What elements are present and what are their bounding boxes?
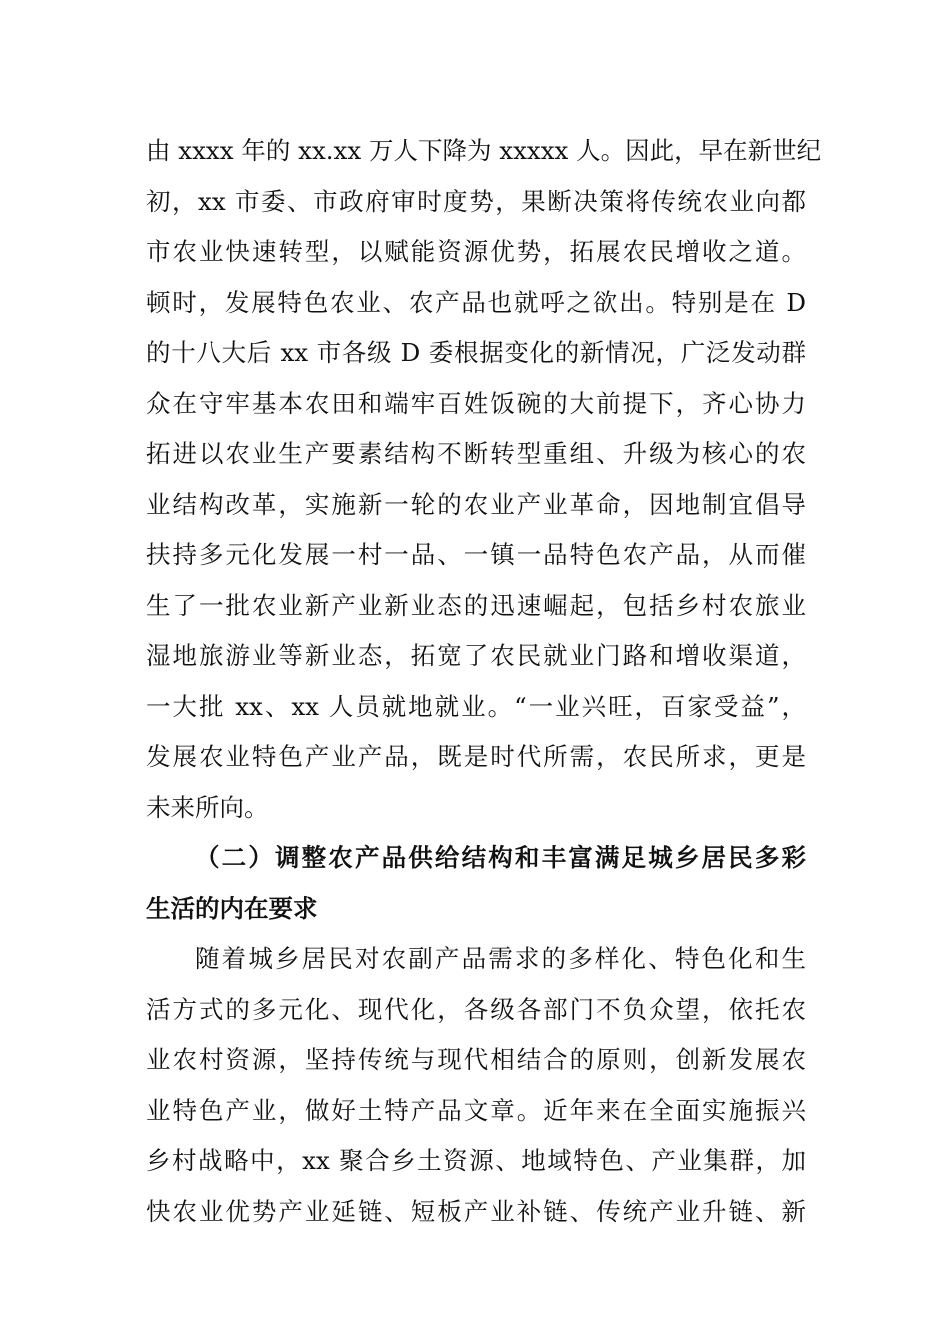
paragraph-body-1 bbox=[146, 126, 822, 833]
text-line: 初，xx 市委、市政府审时度势，果断决策将传统农业向都 bbox=[146, 186, 806, 216]
text-line: 扶持多元化发展一村一品、一镇一品特色农产品，从而催 bbox=[146, 540, 806, 569]
text-line: 未来所向。 bbox=[146, 792, 269, 822]
text-line: 拓进以农业生产要素结构不断转型重组、升级为核心的农 bbox=[146, 439, 806, 468]
text-line: 随着城乡居民对农副产品需求的多样化、特色化和生 bbox=[195, 944, 806, 973]
text-line: 一大批 xx、xx 人员就地就业。“一业兴旺，百家受益”， bbox=[146, 691, 806, 721]
section-heading bbox=[146, 833, 806, 934]
heading-line: 生活的内在要求 bbox=[146, 893, 318, 923]
text-line: 乡村战略中，xx 聚合乡土资源、地域特色、产业集群，加 bbox=[146, 1146, 806, 1175]
text-line: 市农业快速转型，以赋能资源优势，拓展农民增收之道。 bbox=[146, 237, 806, 266]
heading-line: （二）调整农产品供给结构和丰富满足城乡居民多彩 bbox=[195, 843, 806, 872]
text-line: 活方式的多元化、现代化，各级各部门不负众望，依托农 bbox=[146, 994, 806, 1024]
text-line: 湿地旅游业等新业态，拓宽了农民就业门路和增收渠道， bbox=[146, 641, 806, 670]
text-line: 快农业优势产业延链、短板产业补链、传统产业升链、新 bbox=[146, 1196, 806, 1226]
text-line: 的十八大后 xx 市各级 D 委根据变化的新情况，广泛发动群 bbox=[146, 338, 806, 367]
text-line: 业农村资源，坚持传统与现代相结合的原则，创新发展农 bbox=[146, 1045, 806, 1074]
text-line: 业结构改革，实施新一轮的农业产业革命，因地制宜倡导 bbox=[146, 489, 806, 519]
document-page bbox=[146, 126, 822, 1237]
text-line: 发展农业特色产业产品，既是时代所需，农民所求，更是 bbox=[146, 742, 806, 771]
paragraph-body-2 bbox=[146, 934, 806, 1237]
text-line: 众在守牢基本农田和端牢百姓饭碗的大前提下，齐心协力 bbox=[146, 388, 806, 418]
text-line: 生了一批农业新产业新业态的迅速崛起，包括乡村农旅业 bbox=[146, 590, 806, 620]
text-line: 业特色产业，做好土特产品文章。近年来在全面实施振兴 bbox=[146, 1095, 806, 1125]
text-line: 由 xxxx 年的 xx.xx 万人下降为 xxxxx 人。因此，早在新世纪 bbox=[146, 136, 822, 165]
text-line: 顿时，发展特色农业、农产品也就呼之欲出。特别是在 D bbox=[146, 287, 806, 317]
